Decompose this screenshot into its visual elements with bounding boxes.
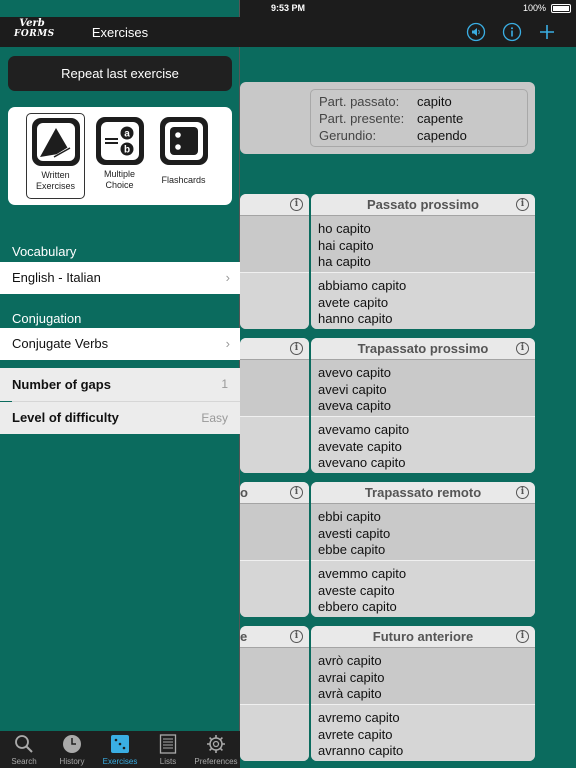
row-label: English - Italian — [12, 270, 101, 285]
tense-card-partial — [240, 482, 309, 617]
setting-value: 1 — [221, 377, 228, 391]
tab-history[interactable]: History — [48, 731, 96, 768]
tense-title-fragment: o — [240, 485, 248, 500]
flashcards-icon — [160, 117, 208, 165]
plural-forms: abbiamo capito avete capito hanno capito — [311, 273, 535, 329]
plural-forms: avremo capito avrete capito avranno capito — [311, 705, 535, 761]
participle-value: capente — [417, 111, 464, 126]
gear-icon — [206, 734, 226, 754]
chevron-right-icon: › — [225, 336, 230, 351]
add-icon[interactable] — [537, 22, 557, 42]
participle-value: capito — [417, 94, 452, 109]
mode-multiple-choice[interactable] — [90, 113, 149, 199]
info-icon[interactable]: i — [516, 486, 529, 499]
clock: 9:53 PM — [270, 3, 305, 13]
tense-header — [240, 194, 309, 216]
setting-value: Easy — [201, 411, 228, 425]
tense-title: Futuro anteriore i — [311, 626, 535, 648]
tab-search[interactable]: Search — [0, 731, 48, 768]
tense-card-partial — [240, 626, 309, 761]
tense-title: Trapassato remoto i — [311, 482, 535, 504]
multiple-choice-icon — [96, 117, 144, 165]
chevron-right-icon: › — [225, 270, 230, 285]
tense-card-partial — [240, 338, 309, 473]
vocabulary-english-italian[interactable] — [0, 262, 240, 294]
tense-title: Passato prossimo i — [311, 194, 535, 216]
mode-flashcards[interactable] — [154, 113, 213, 199]
verbforms-logo: Verb FORMS — [14, 18, 55, 39]
info-icon[interactable]: i — [290, 342, 303, 355]
participle-value: capendo — [417, 128, 467, 143]
tense-title-fragment: e — [240, 629, 248, 644]
mode-written-exercises[interactable] — [26, 113, 85, 199]
tense-card-passato-prossimo — [311, 194, 535, 329]
sidebar-header — [0, 17, 240, 47]
info-icon[interactable]: i — [516, 342, 529, 355]
singular-forms: avrò capito avrai capito avrà capito — [318, 653, 385, 701]
conjugation-block — [240, 417, 309, 473]
conjugate-verbs-row[interactable] — [0, 328, 240, 360]
search-icon — [14, 734, 34, 754]
conjugation-block — [240, 273, 309, 329]
vocabulary-header: Vocabulary — [12, 244, 77, 259]
repeat-last-exercise-button[interactable]: Repeat last exercise — [8, 56, 232, 91]
tense-title: Trapassato prossimo i — [311, 338, 535, 360]
plural-forms: avemmo capito aveste capito ebbero capito — [311, 561, 535, 617]
info-icon[interactable] — [502, 22, 522, 42]
tense-card-futuro-anteriore — [311, 626, 535, 761]
sidebar-title: Exercises — [91, 25, 149, 40]
info-icon[interactable]: i — [290, 630, 303, 643]
conjugation-block — [240, 705, 309, 761]
setting-label: Level of difficulty — [12, 410, 119, 425]
participles-card — [240, 82, 535, 154]
number-of-gaps-row[interactable] — [0, 368, 240, 401]
tense-card-trapassato-remoto — [311, 482, 535, 617]
info-icon[interactable]: i — [290, 486, 303, 499]
tab-bar — [0, 731, 240, 768]
conjugation-block — [240, 648, 309, 704]
singular-forms: ho capito hai capito ha capito — [318, 221, 374, 269]
participle-label: Part. presente: — [319, 111, 405, 126]
battery-icon — [551, 4, 571, 13]
participle-label: Gerundio: — [319, 128, 377, 143]
conjugation-block — [240, 561, 309, 617]
exercise-mode-picker — [8, 107, 232, 205]
level-of-difficulty-row[interactable] — [0, 402, 240, 434]
setting-label: Number of gaps — [12, 377, 111, 392]
plural-forms: avevamo capito avevate capito avevano capito — [311, 417, 535, 473]
svg-text:b: b — [123, 144, 130, 156]
singular-forms: avevo capito avevi capito aveva capito — [318, 365, 391, 413]
info-icon[interactable]: i — [290, 198, 303, 211]
tense-header — [240, 338, 309, 360]
singular-forms: ebbi capito avesti capito ebbe capito — [318, 509, 391, 557]
svg-text:a: a — [123, 128, 130, 140]
mode-label: Flashcards — [161, 175, 206, 185]
info-icon[interactable]: i — [516, 630, 529, 643]
tense-card-trapassato-prossimo — [311, 338, 535, 473]
conjugation-header: Conjugation — [12, 311, 82, 326]
tab-lists[interactable]: Lists — [144, 731, 192, 768]
clock-icon — [62, 734, 82, 754]
participle-label: Part. passato: — [319, 94, 400, 109]
conjugation-block — [240, 360, 309, 416]
detail-toolbar — [240, 17, 576, 47]
info-icon[interactable]: i — [516, 198, 529, 211]
mode-label: Written Exercises — [35, 170, 75, 191]
conjugation-block — [240, 504, 309, 560]
tab-exercises[interactable]: Exercises — [96, 731, 144, 768]
exercises-sidebar — [0, 0, 240, 768]
tense-header — [240, 626, 309, 648]
speaker-icon[interactable] — [466, 22, 486, 42]
participles-table — [310, 89, 528, 147]
mode-label: Multiple Choice — [103, 169, 135, 190]
tense-card-partial — [240, 194, 309, 329]
tab-preferences[interactable]: Preferences — [192, 731, 240, 768]
conjugation-block — [240, 216, 309, 272]
row-label: Conjugate Verbs — [12, 336, 109, 351]
list-icon — [158, 734, 178, 754]
tense-header — [240, 482, 309, 504]
battery-percent: 100% — [522, 3, 546, 13]
written-exercise-icon — [32, 118, 80, 166]
dice-icon — [110, 734, 130, 754]
